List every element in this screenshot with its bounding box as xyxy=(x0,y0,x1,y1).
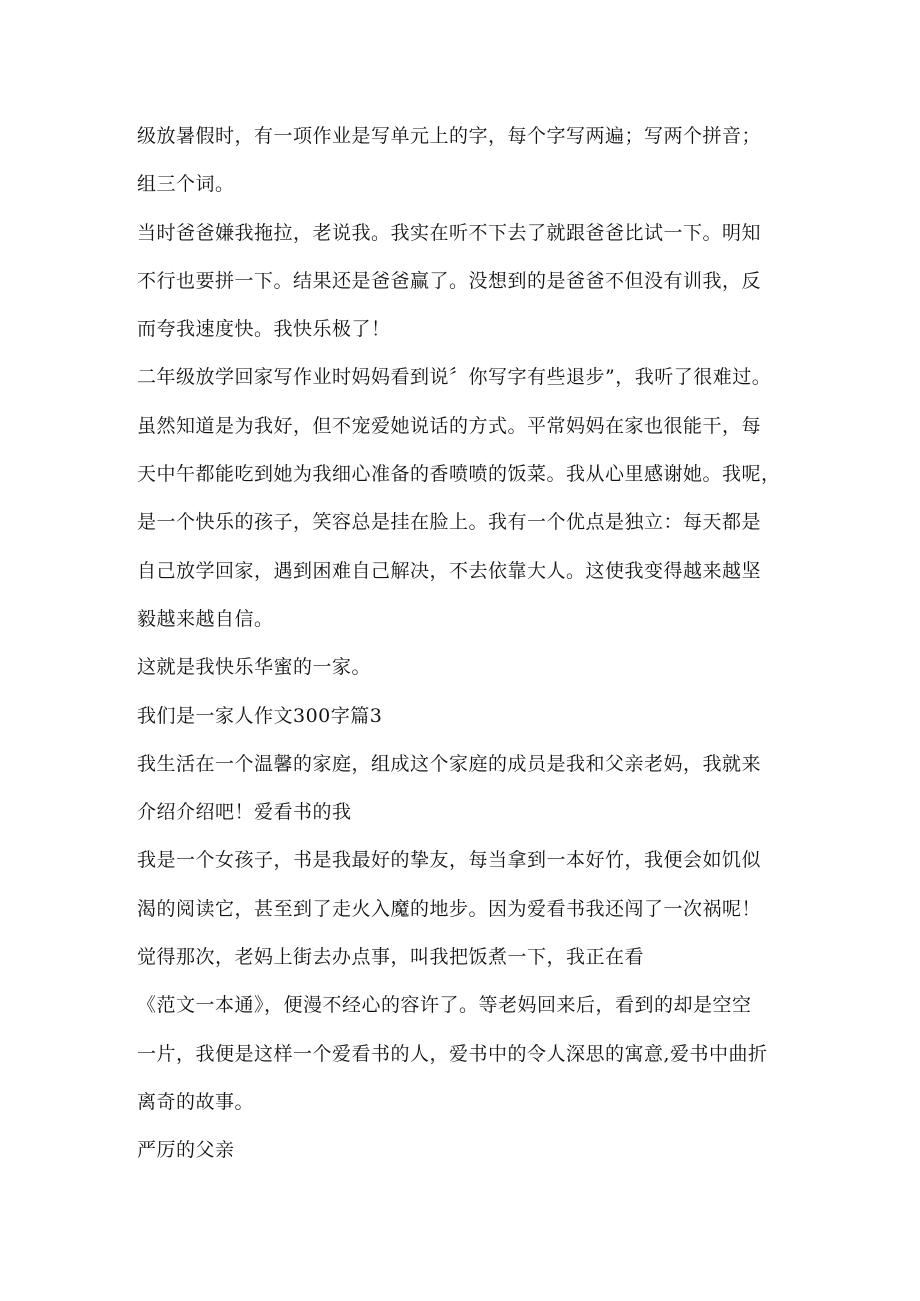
text-line: 二年级放学回家写作业时妈妈看到说〞你写字有些退步”，我听了很难过。 xyxy=(137,366,772,389)
subheading: 严厉的父亲 xyxy=(137,1139,235,1162)
text-line: 我生活在一个温馨的家庭，组成这个家庭的成员是我和父亲老妈，我就来 xyxy=(137,752,762,775)
text-line: 而夸我速度快。我快乐极了！ xyxy=(137,318,391,341)
text-line: 觉得那次，老妈上街去办点事，叫我把饭煮一下，我正在看 xyxy=(137,946,645,969)
text-line: 是一个快乐的孩子，笑容总是挂在脸上。我有一个优点是独立：每天都是 xyxy=(137,511,762,534)
text-line: 离奇的故事。 xyxy=(137,1090,255,1113)
text-line: 虽然知道是为我好，但不宠爱她说话的方式。平常妈妈在家也很能干，每 xyxy=(137,414,762,437)
text-line: 这就是我快乐华蜜的一家。 xyxy=(137,656,372,679)
text-line: 我是一个女孩子，书是我最好的挚友，每当拿到一本好竹，我便会如饥似 xyxy=(137,849,762,872)
text-line: 自己放学回家，遇到困难自己解决，不去依靠大人。这使我变得越来越坚 xyxy=(137,559,762,582)
text-line: 介绍介绍吧！爱看书的我 xyxy=(137,801,352,824)
document-body xyxy=(137,112,797,1175)
text-line: 天中午都能吃到她为我细心准备的香喷喷的饭菜。我从心里感谢她。我呢， xyxy=(137,463,781,486)
text-line: 《范文一本通》，便漫不经心的容许了。等老妈回来后，看到的却是空空 xyxy=(137,994,752,1017)
text-line: 组三个词。 xyxy=(137,173,235,196)
text-line: 不行也要拼一下。结果还是爸爸赢了。没想到的是爸爸不但没有训我，反 xyxy=(137,269,762,292)
text-line: 毅越来越自信。 xyxy=(137,607,274,630)
text-line: 一片，我便是这样一个爱看书的人，爱书中的令人深思的寓意,爱书中曲折 xyxy=(137,1042,768,1065)
text-line: 渴的阅读它，甚至到了走火入魔的地步。因为爱看书我还闯了一次祸呢！ xyxy=(137,897,762,920)
text-line: 当时爸爸嫌我拖拉，老说我。我实在听不下去了就跟爸爸比试一下。明知 xyxy=(137,221,762,244)
section-heading: 我们是一家人作文300字篇3 xyxy=(137,704,383,727)
text-line: 级放暑假时，有一项作业是写单元上的字，每个字写两遍；写两个拼音； xyxy=(137,125,762,147)
